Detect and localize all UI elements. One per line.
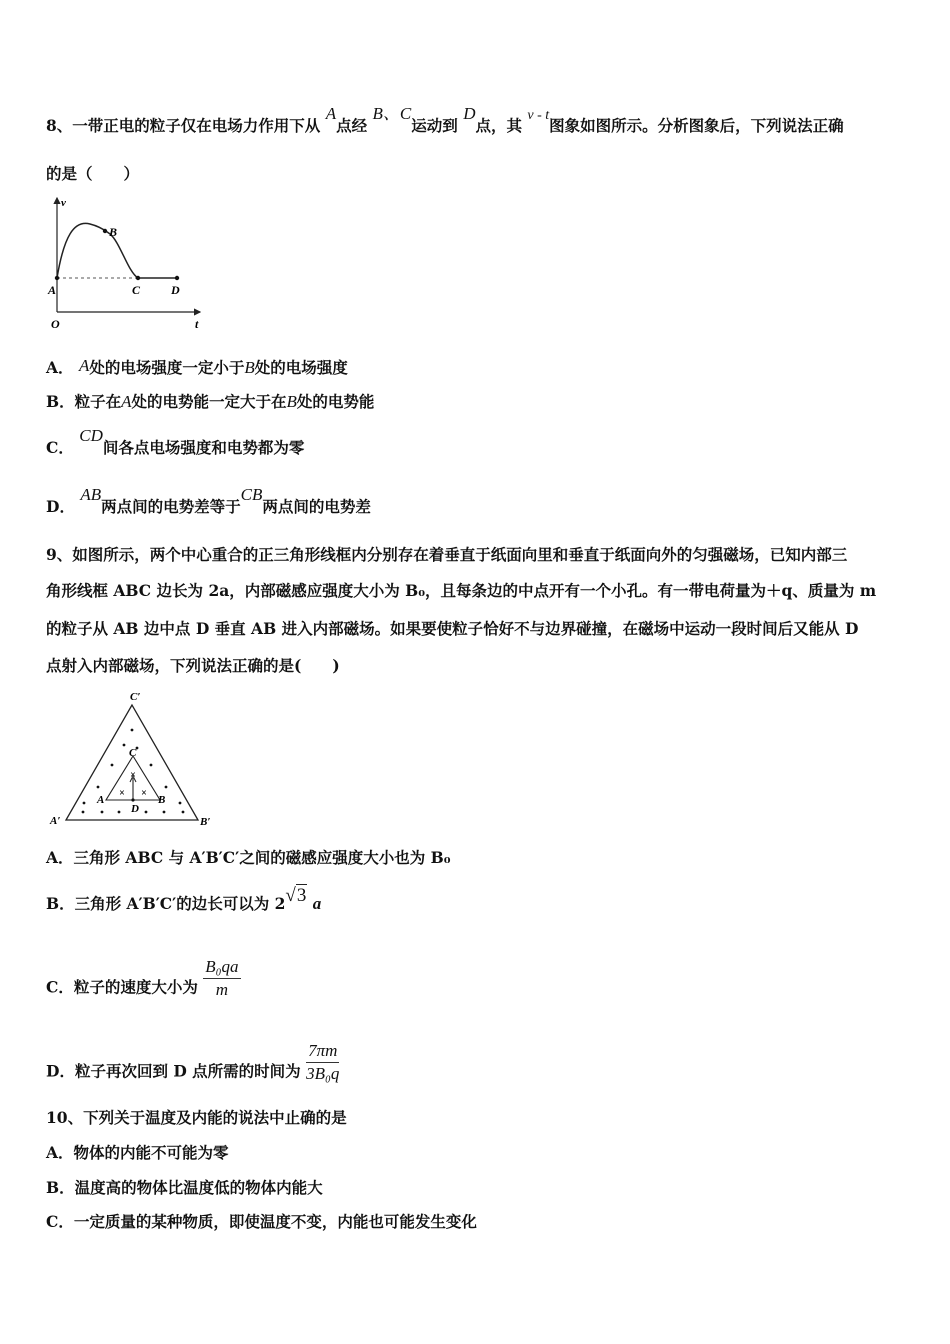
fraction-denominator: m <box>215 980 229 999</box>
label-t: t <box>195 317 199 331</box>
label-v: v <box>61 197 66 209</box>
q9-option-c <box>46 957 241 1011</box>
cross-mark: × <box>141 788 147 799</box>
math-symbol: B <box>244 358 255 377</box>
sqrt-icon: √3 <box>285 885 307 906</box>
math-symbol: a <box>312 894 322 913</box>
point-D <box>175 276 179 280</box>
math-symbol: CB <box>240 485 263 504</box>
label-C: C <box>129 747 137 759</box>
label-A: A <box>97 794 105 806</box>
option-label: A． <box>46 358 74 377</box>
fraction-denominator: 3B₀q <box>306 1064 340 1083</box>
option-label: B． <box>46 392 75 411</box>
label-B: B <box>109 225 118 239</box>
math-symbol: B <box>286 392 297 411</box>
q8-option-a <box>46 358 348 378</box>
q9-triangle-figure <box>46 686 226 836</box>
q9-option-b <box>46 885 322 914</box>
math-symbol: AB <box>80 485 102 504</box>
math-symbol: CD <box>79 426 103 445</box>
q9-stem-line2: 角形线框 ABC 边长为 2a，内部磁感应强度大小为 B₀，且每条边的中点开有一个小孔。有一带电荷量为＋q、质量为 m <box>46 581 877 600</box>
q10-stem: 10、下列关于温度及内能的说法中止确的是 <box>46 1108 347 1127</box>
cross-mark: × <box>130 770 136 781</box>
option-text: 处的电势能 <box>296 392 375 411</box>
label-C-prime: C′ <box>130 691 141 703</box>
option-text: B．三角形 A′B′C′的边长可以为 2 <box>46 894 286 913</box>
label-D: D <box>171 283 180 297</box>
label-A: A <box>48 283 57 297</box>
option-text: C．粒子的速度大小为 <box>46 977 198 997</box>
q8-stem-line2: 的是（ ） <box>46 164 140 183</box>
q9-option-d <box>46 1041 340 1095</box>
q8-stem-text: 点经 <box>336 116 368 135</box>
label-B-prime: B′ <box>200 816 211 828</box>
fraction-numerator: B₀qa <box>203 956 240 979</box>
q8-stem-text: 点，其 <box>475 116 522 135</box>
option-text: 两点间的电势差 <box>262 497 371 516</box>
q10-option-b: B．温度高的物体比温度低的物体内能大 <box>46 1178 323 1197</box>
q8-symbol-BC: B、C <box>372 104 412 123</box>
option-text: 两点间的电势差等于 <box>101 497 241 516</box>
q8-vt-graph <box>40 192 210 332</box>
q8-stem-text: 一带正电的粒子仅在电场力作用下从 <box>72 116 321 135</box>
q8-symbol-D: D <box>463 104 476 123</box>
q9-stem-line4: 点射入内部磁场，下列说法正确的是( ) <box>46 656 340 675</box>
q10-option-a: A．物体的内能不可能为零 <box>46 1143 229 1162</box>
q8-stem-line1 <box>46 104 844 138</box>
option-text: 间各点电场强度和电势都为零 <box>102 438 305 457</box>
q9-stem-line3: 的粒子从 AB 边中点 D 垂直 AB 进入内部磁场。如果要使粒子恰好不与边界碰撞，在磁场中运动一段时间后又能从 D <box>46 619 859 638</box>
q8-option-c <box>46 426 305 458</box>
q10-option-c: C．一定质量的某种物质，即使温度不变，内能也可能发生变化 <box>46 1212 477 1231</box>
q8-symbol-A: A <box>325 104 337 123</box>
fraction-time <box>306 1040 339 1085</box>
q9-option-a: A．三角形 ABC 与 A′B′C′之间的磁感应强度大小也为 B₀ <box>46 848 451 867</box>
point-C <box>136 276 140 280</box>
label-B: B <box>158 794 166 806</box>
option-text: 处的电场强度 <box>254 358 348 377</box>
label-A-prime: A′ <box>50 815 61 827</box>
sqrt-radicand: 3 <box>296 885 307 906</box>
q8-stem-text: 图象如图所示。分析图象后，下列说法正确 <box>549 116 844 135</box>
label-C: C <box>132 283 141 297</box>
math-symbol: A <box>121 392 132 411</box>
q8-stem-text: 运动到 <box>411 116 458 135</box>
option-text: D．粒子再次回到 D 点所需的时间为 <box>46 1061 301 1081</box>
point-D <box>131 798 134 801</box>
math-symbol: A <box>78 356 90 375</box>
point-B <box>103 229 107 233</box>
option-text: 粒子在 <box>74 392 122 411</box>
option-label: C． <box>46 438 74 457</box>
option-text: 处的电场强度一定小于 <box>89 358 245 377</box>
q8-option-b <box>46 392 374 412</box>
fraction-numerator: 7πm <box>306 1040 339 1063</box>
point-A <box>55 276 59 280</box>
label-O: O <box>51 317 60 331</box>
q8-option-d <box>46 485 371 517</box>
q9-stem-line1: 9、如图所示，两个中心重合的正三角形线框内分别存在着垂直于纸面向里和垂直于纸面向外的匀强磁场，已知内部三 <box>46 545 848 564</box>
fraction-velocity <box>203 956 240 1001</box>
option-label: D． <box>46 497 75 516</box>
label-D: D <box>131 803 139 815</box>
q8-symbol-vt: v - t <box>527 108 550 123</box>
q8-number: 8、 <box>46 116 73 135</box>
cross-mark: × <box>119 788 125 799</box>
option-text: 处的电势能一定大于在 <box>131 392 287 411</box>
